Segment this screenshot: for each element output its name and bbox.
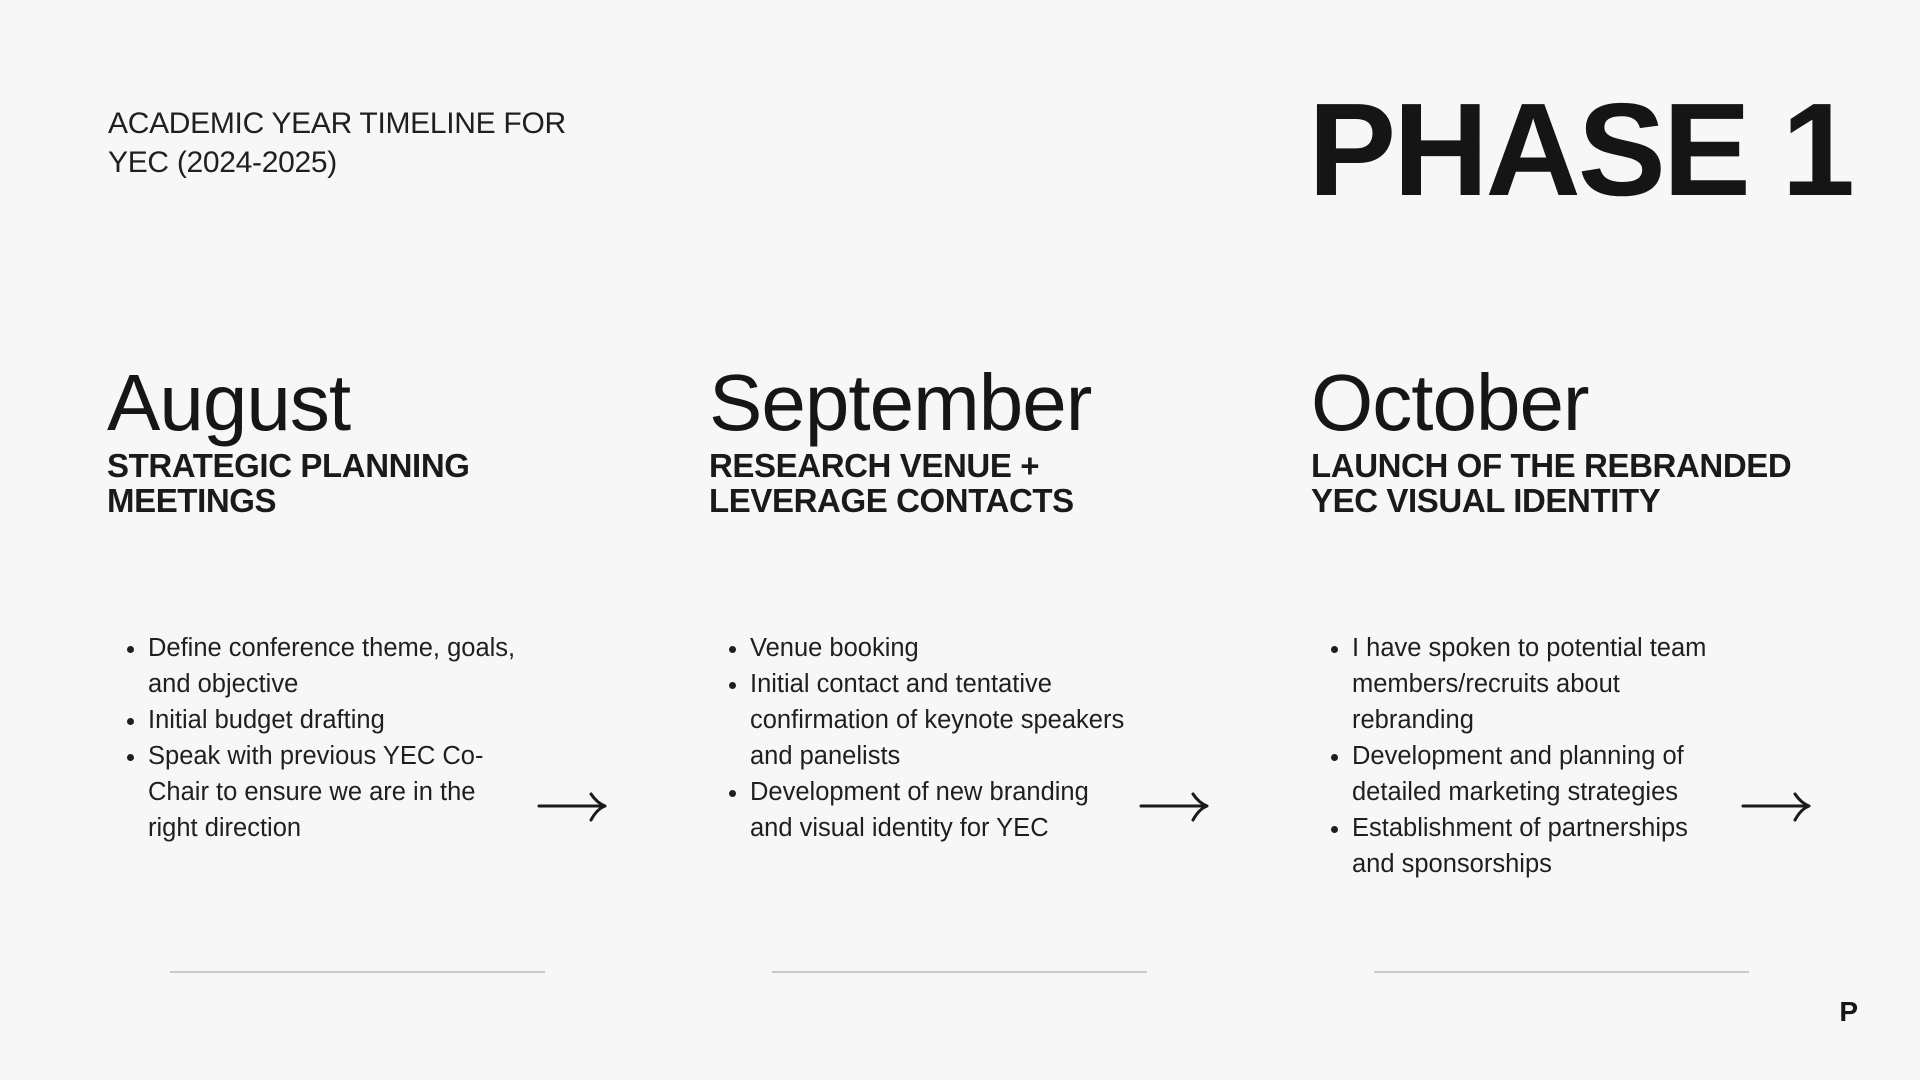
month-title: August bbox=[107, 358, 351, 447]
timeline-column-october bbox=[1311, 358, 1871, 878]
bullet-item: Initial contact and tentative confirmation of keynote speakers and panelists bbox=[709, 666, 1129, 774]
timeline-column-august bbox=[107, 358, 667, 842]
heading-line-2: LEVERAGE CONTACTS bbox=[709, 482, 1074, 519]
divider-line bbox=[772, 971, 1147, 973]
phase-title: PHASE 1 bbox=[1308, 76, 1852, 223]
column-heading bbox=[1311, 448, 1811, 518]
heading-line-2: MEETINGS bbox=[107, 482, 277, 519]
heading-line-1: STRATEGIC PLANNING bbox=[107, 447, 470, 484]
bullet-item: I have spoken to potential team members/recruits about rebranding bbox=[1311, 630, 1731, 738]
column-heading bbox=[107, 448, 607, 518]
heading-line-2: YEC VISUAL IDENTITY bbox=[1311, 482, 1661, 519]
bullet-list bbox=[107, 630, 527, 846]
arrow-right-icon bbox=[537, 786, 609, 826]
bullet-item: Venue booking bbox=[709, 630, 1129, 666]
subtitle-line-2: YEC (2024-2025) bbox=[108, 146, 337, 179]
bullet-item: Development of new branding and visual identity for YEC bbox=[709, 774, 1129, 846]
column-heading bbox=[709, 448, 1209, 518]
month-title: October bbox=[1311, 358, 1589, 447]
bullet-item: Initial budget drafting bbox=[107, 702, 527, 738]
bullet-item: Define conference theme, goals, and objective bbox=[107, 630, 527, 702]
bullet-item: Development and planning of detailed marketing strategies bbox=[1311, 738, 1731, 810]
arrow-right-icon bbox=[1741, 786, 1813, 826]
brand-logo: P bbox=[1839, 996, 1858, 1027]
heading-line-1: RESEARCH VENUE + bbox=[709, 447, 1040, 484]
subtitle-line-1: ACADEMIC YEAR TIMELINE FOR bbox=[108, 107, 566, 140]
arrow-right-icon bbox=[1139, 786, 1211, 826]
timeline-column-september bbox=[709, 358, 1269, 842]
bullet-item: Speak with previous YEC Co-Chair to ensure we are in the right direction bbox=[107, 738, 527, 846]
divider-line bbox=[1374, 971, 1749, 973]
bullet-list bbox=[709, 630, 1129, 846]
timeline-subtitle bbox=[108, 104, 628, 182]
heading-line-1: LAUNCH OF THE REBRANDED bbox=[1311, 447, 1792, 484]
bullet-list bbox=[1311, 630, 1731, 882]
divider-line bbox=[170, 971, 545, 973]
month-title: September bbox=[709, 358, 1092, 447]
bullet-item: Establishment of partnerships and sponsorships bbox=[1311, 810, 1731, 882]
